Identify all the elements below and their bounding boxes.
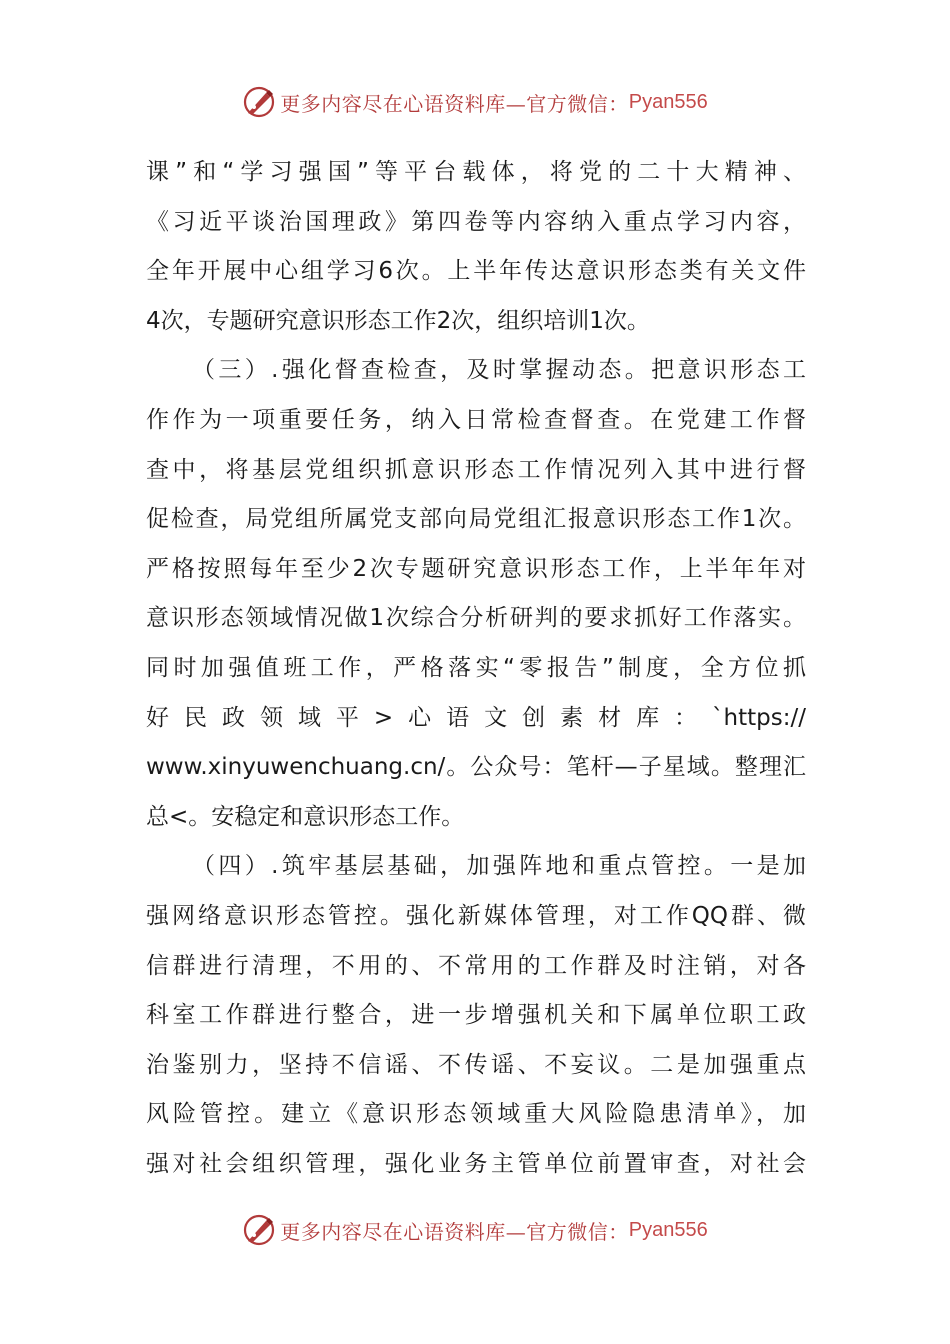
body-line: 作作为一项重要任务，纳入日常检查督查。在党建工作督 — [146, 406, 806, 433]
footer-banner-text: 更多内容尽在心语资料库—官方微信： — [280, 1219, 629, 1244]
body-line: 强网络意识形态管控。强化新媒体管理，对工作QQ群、微 — [146, 902, 806, 929]
body-line: 查中，将基层党组织抓意识形态工作情况列入其中进行督 — [146, 456, 806, 483]
footer-wechat-handle: Pyan556 — [628, 1218, 708, 1241]
pen-circle-logo-icon — [242, 85, 276, 119]
body-line: 强对社会组织管理，强化业务主管单位前置审查，对社会 — [146, 1150, 806, 1177]
body-line: 信群进行清理，不用的、不常用的工作群及时注销，对各 — [146, 952, 806, 979]
section-heading-line: （四）.筑牢基层基础，加强阵地和重点管控。一是加 — [192, 853, 806, 880]
body-line: 治鉴别力，坚持不信谣、不传谣、不妄议。二是加强重点 — [146, 1051, 806, 1078]
section-heading-line: （三）.强化督查检查，及时掌握动态。把意识形态工 — [192, 357, 806, 384]
body-line: 风险管控。建立《意识形态领域重大风险隐患清单》，加 — [146, 1101, 806, 1128]
body-line: 严格按照每年至少2次专题研究意识形态工作，上半年年对 — [146, 555, 806, 582]
body-line: 4次，专题研究意识形态工作2次，组织培训1次。 — [146, 307, 650, 334]
body-line: 促检查，局党组所属党支部向局党组汇报意识形态工作1次。 — [146, 506, 806, 533]
body-line: 同时加强值班工作，严格落实“零报告”制度，全方位抓 — [146, 654, 806, 681]
document-body — [146, 148, 806, 1189]
pen-circle-logo-icon — [242, 1213, 276, 1247]
header-banner — [0, 80, 950, 124]
body-line: 科室工作群进行整合，进一步增强机关和下属单位职工政 — [146, 1002, 806, 1029]
body-line: 全年开展中心组学习6次。上半年传达意识形态类有关文件 — [146, 258, 806, 285]
body-line: 意识形态领域情况做1次综合分析研判的要求抓好工作落实。 — [146, 605, 806, 632]
body-line: 《习近平谈治国理政》第四卷等内容纳入重点学习内容， — [146, 208, 806, 235]
body-line: 好民政领域平>心语文创素材库：`https:// — [146, 704, 806, 731]
header-wechat-handle: Pyan556 — [628, 90, 708, 113]
footer-banner — [0, 1208, 950, 1252]
body-line: 课”和“学习强国”等平台载体，将党的二十大精神、 — [146, 159, 806, 185]
body-line: www.xinyuwenchuang.cn/。公众号：笔杆—子星域。整理汇 — [146, 754, 806, 781]
body-line: 总<。安稳定和意识形态工作。 — [146, 803, 465, 830]
header-banner-text: 更多内容尽在心语资料库—官方微信： — [280, 91, 629, 116]
